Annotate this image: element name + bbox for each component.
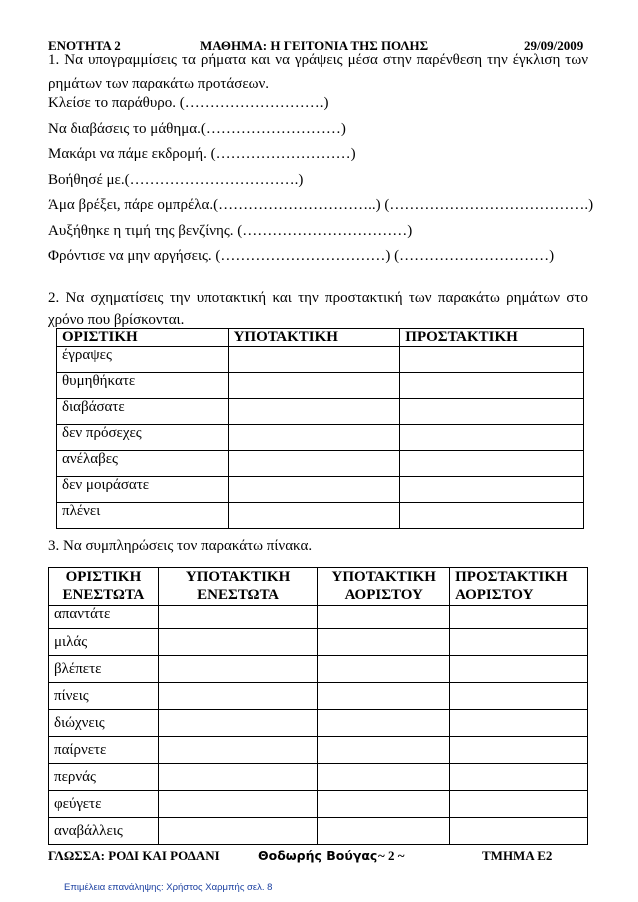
- answer-cell[interactable]: [158, 737, 318, 764]
- answer-cell[interactable]: [228, 399, 400, 425]
- ex2-verb: έγραψες: [57, 347, 229, 373]
- answer-cell[interactable]: [400, 425, 584, 451]
- answer-cell[interactable]: [228, 425, 400, 451]
- answer-cell[interactable]: [318, 737, 450, 764]
- answer-cell[interactable]: [318, 683, 450, 710]
- answer-cell[interactable]: [228, 451, 400, 477]
- ex3-verb: πίνεις: [49, 683, 159, 710]
- ex3-col-header: ΟΡΙΣΤΙΚΗ ΕΝΕΣΤΩΤΑ: [49, 568, 159, 606]
- ex3-table: [48, 567, 588, 845]
- ex2-verb: ανέλαβες: [57, 451, 229, 477]
- ex2-instruction-line2: χρόνο που βρίσκονται.: [48, 312, 185, 328]
- answer-cell[interactable]: [450, 737, 588, 764]
- answer-cell[interactable]: [318, 606, 450, 629]
- answer-cell[interactable]: [158, 606, 318, 629]
- answer-cell[interactable]: [450, 710, 588, 737]
- answer-cell[interactable]: [158, 764, 318, 791]
- footer-credit-note: Επιμέλεια επανάληψης: Χρήστος Χαρμπής σελ. 8: [64, 882, 273, 893]
- answer-cell[interactable]: [400, 347, 584, 373]
- ex2-col-header: ΠΡΟΣΤΑΚΤΙΚΗ: [400, 329, 584, 347]
- ex3-verb: βλέπετε: [49, 656, 159, 683]
- ex1-sentence: Άμα βρέξει, πάρε ομπρέλα.(…………………………..) (………………………………….): [48, 197, 594, 213]
- footer-book-title: ΓΛΩΣΣΑ: ΡΟΔΙ ΚΑΙ ΡΟΔΑΝΙ: [48, 848, 220, 863]
- answer-cell[interactable]: [158, 656, 318, 683]
- ex1-sentence: Βοήθησέ με.(…………………………….): [48, 172, 304, 188]
- answer-cell[interactable]: [400, 373, 584, 399]
- header-unit: ΕΝΟΤΗΤΑ 2: [48, 38, 121, 53]
- header-lesson: ΜΑΘΗΜΑ: Η ΓΕΙΤΟΝΙΑ ΤΗΣ ΠΟΛΗΣ: [200, 38, 429, 53]
- ex1-instruction-line2: ρημάτων των παρακάτω προτάσεων.: [48, 76, 270, 92]
- ex2-verb: θυμηθήκατε: [57, 373, 229, 399]
- answer-cell[interactable]: [400, 399, 584, 425]
- answer-cell[interactable]: [158, 710, 318, 737]
- ex1-sentence: Κλείσε το παράθυρο. (……………………….): [48, 95, 329, 111]
- answer-cell[interactable]: [318, 791, 450, 818]
- answer-cell[interactable]: [450, 606, 588, 629]
- footer-author: Θοδωρής Βούγας: [258, 848, 378, 863]
- answer-cell[interactable]: [318, 710, 450, 737]
- answer-cell[interactable]: [158, 818, 318, 845]
- answer-cell[interactable]: [158, 629, 318, 656]
- ex2-instruction-line1: 2. Να σχηματίσεις την υποτακτική και την προστακτική των παρακάτω ρημάτων στο: [48, 290, 588, 306]
- answer-cell[interactable]: [318, 818, 450, 845]
- footer-class: ΤΜΗΜΑ Ε2: [482, 848, 553, 863]
- ex3-verb: παίρνετε: [49, 737, 159, 764]
- ex3-col-header: ΥΠΟΤΑΚΤΙΚΗ ΑΟΡΙΣΤΟΥ: [318, 568, 450, 606]
- answer-cell[interactable]: [450, 791, 588, 818]
- ex3-col-header: ΥΠΟΤΑΚΤΙΚΗ ΕΝΕΣΤΩΤΑ: [158, 568, 318, 606]
- ex1-instruction-line1: 1. Να υπογραμμίσεις τα ρήματα και να γράψεις μέσα στην παρένθεση την έγκλιση των: [48, 52, 588, 68]
- ex2-table: [56, 328, 584, 529]
- ex2-col-header: ΟΡΙΣΤΙΚΗ: [57, 329, 229, 347]
- answer-cell[interactable]: [450, 656, 588, 683]
- ex3-verb: μιλάς: [49, 629, 159, 656]
- ex1-sentence: Αυξήθηκε η τιμή της βενζίνης. (……………………………): [48, 223, 413, 239]
- answer-cell[interactable]: [228, 503, 400, 529]
- answer-cell[interactable]: [318, 764, 450, 791]
- ex1-sentence: Φρόντισε να μην αργήσεις. (……………………………) (…………………………): [48, 248, 555, 264]
- ex3-verb: διώχνεις: [49, 710, 159, 737]
- ex3-verb: απαντάτε: [49, 606, 159, 629]
- ex3-verb: φεύγετε: [49, 791, 159, 818]
- ex1-sentence: Να διαβάσεις το μάθημα.(………………………): [48, 121, 346, 137]
- answer-cell[interactable]: [450, 629, 588, 656]
- answer-cell[interactable]: [450, 764, 588, 791]
- ex3-instruction: 3. Να συμπληρώσεις τον παρακάτω πίνακα.: [48, 538, 313, 554]
- answer-cell[interactable]: [450, 683, 588, 710]
- answer-cell[interactable]: [228, 477, 400, 503]
- ex2-verb: δεν μοιράσατε: [57, 477, 229, 503]
- answer-cell[interactable]: [158, 683, 318, 710]
- ex3-verb: περνάς: [49, 764, 159, 791]
- header-date: 29/09/2009: [524, 38, 584, 53]
- answer-cell[interactable]: [450, 818, 588, 845]
- answer-cell[interactable]: [400, 477, 584, 503]
- ex2-verb: διαβάσατε: [57, 399, 229, 425]
- answer-cell[interactable]: [158, 791, 318, 818]
- answer-cell[interactable]: [318, 656, 450, 683]
- ex3-col-header: ΠΡΟΣΤΑΚΤΙΚΗ ΑΟΡΙΣΤΟΥ: [450, 568, 588, 606]
- ex3-verb: αναβάλλεις: [49, 818, 159, 845]
- answer-cell[interactable]: [400, 503, 584, 529]
- answer-cell[interactable]: [318, 629, 450, 656]
- ex1-sentence: Μακάρι να πάμε εκδρομή. (………………………): [48, 146, 356, 162]
- answer-cell[interactable]: [400, 451, 584, 477]
- ex2-col-header: ΥΠΟΤΑΚΤΙΚΗ: [228, 329, 400, 347]
- ex2-verb: δεν πρόσεχες: [57, 425, 229, 451]
- answer-cell[interactable]: [228, 347, 400, 373]
- answer-cell[interactable]: [228, 373, 400, 399]
- footer-page-number: ~ 2 ~: [378, 848, 405, 863]
- ex2-verb: πλένει: [57, 503, 229, 529]
